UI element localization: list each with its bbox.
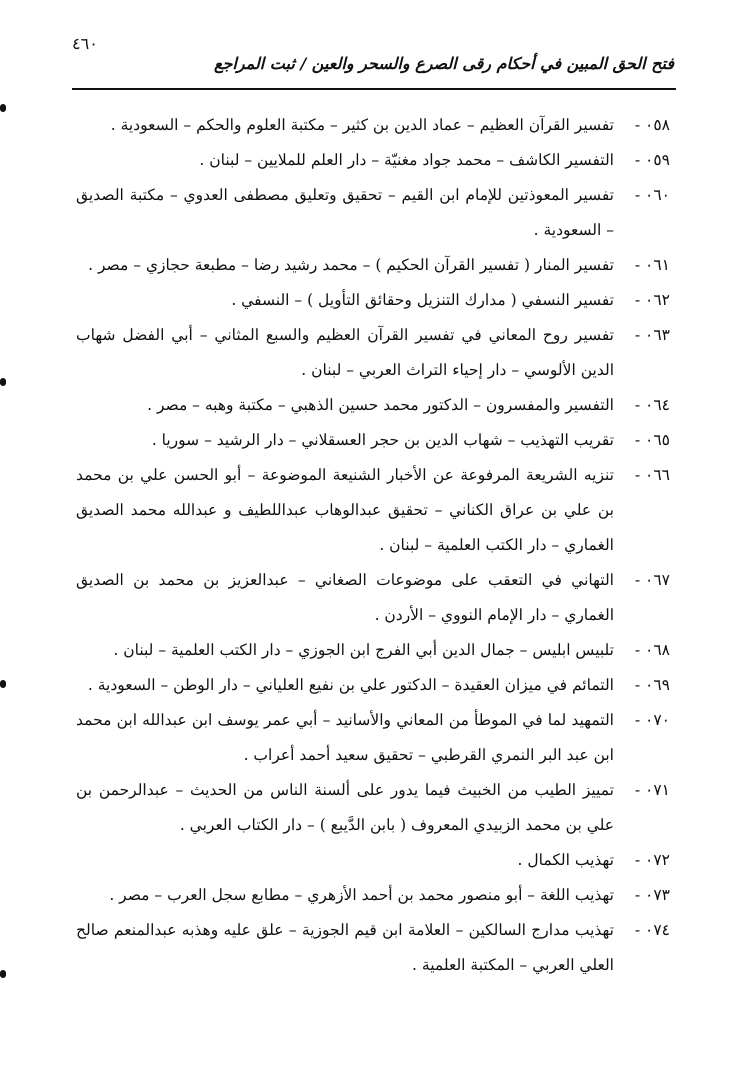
entry-text: تلبيس ابليس – جمال الدين أبي الفرج ابن الجوزي – دار الكتب العلمية – لبنان . (113, 641, 614, 659)
reference-entry-068 (76, 633, 670, 668)
entry-number: ٠٥٩ - (634, 151, 670, 169)
reference-entry-074 (76, 913, 670, 983)
entry-number: ٠٧٠ - (634, 711, 670, 729)
reference-entry-066 (76, 458, 670, 563)
entry-text: تفسير المعوذتين للإمام ابن القيم – تحقيق وتعليق مصطفى العدوي – مكتبة الصديق – السعودية . (76, 186, 614, 239)
reference-entry-058 (76, 108, 670, 143)
entry-number: ٠٧٢ - (634, 851, 670, 869)
reference-entry-070 (76, 703, 670, 773)
reference-entry-073 (76, 878, 670, 913)
entry-text: تهذيب اللغة – أبو منصور محمد بن أحمد الأزهري – مطابع سجل العرب – مصر . (109, 886, 614, 904)
entry-text: تفسير المنار ( تفسير القرآن الحكيم ) – محمد رشيد رضا – مطبعة حجازي – مصر . (88, 256, 614, 274)
reference-entry-069 (76, 668, 670, 703)
reference-entry-067 (76, 563, 670, 633)
entry-number: ٠٦٥ - (634, 431, 670, 449)
entry-text: تهذيب مدارج السالكين – العلامة ابن قيم الجوزية – علق عليه وهذبه عبدالمنعم صالح العلي العربي – المكتبة العلمية . (76, 921, 614, 974)
entry-text: تمييز الطيب من الخبيث فيما يدور على ألسنة الناس من الحديث – عبدالرحمن بن علي بن محمد الزبيدي المعروف ( بابن الدَّيبع ) – دار الكتاب العربي . (76, 781, 614, 834)
reference-entry-064 (76, 388, 670, 423)
header-rule (72, 88, 676, 90)
margin-binding-mark (0, 378, 6, 386)
entry-text: تفسير النسفي ( مدارك التنزيل وحقائق التأويل ) – النسفي . (231, 291, 614, 309)
entry-number: ٠٦٧ - (634, 571, 670, 589)
entry-text: تفسير القرآن العظيم – عماد الدين بن كثير – مكتبة العلوم والحكم – السعودية . (110, 116, 614, 134)
entry-text: تهذيب الكمال . (517, 851, 614, 869)
reference-entry-061 (76, 248, 670, 283)
margin-binding-mark (0, 680, 6, 688)
entry-text: التفسير الكاشف – محمد جواد مغنيّة – دار العلم للملايين – لبنان . (199, 151, 614, 169)
entry-number: ٠٧٤ - (634, 921, 670, 939)
margin-binding-mark (0, 970, 6, 978)
entry-number: ٠٥٨ - (634, 116, 670, 134)
entry-number: ٠٦٣ - (634, 326, 670, 344)
reference-entry-063 (76, 318, 670, 388)
reference-entry-065 (76, 423, 670, 458)
page-number: ٤٦٠ (72, 34, 98, 53)
references-list (76, 108, 670, 983)
entry-text: تنزيه الشريعة المرفوعة عن الأخبار الشنيعة الموضوعة – أبو الحسن علي بن محمد بن علي بن عراق الكناني – تحقيق عبدالوهاب عبداللطيف و عبدالله محمد الصديق الغماري – دار الكتب العلمية – لبنان . (76, 466, 614, 554)
entry-number: ٠٦٨ - (634, 641, 670, 659)
entry-number: ٠٧١ - (634, 781, 670, 799)
entry-text: التفسير والمفسرون – الدكتور محمد حسين الذهبي – مكتبة وهبه – مصر . (147, 396, 614, 414)
entry-number: ٠٦١ - (634, 256, 670, 274)
entry-number: ٠٦٦ - (634, 466, 670, 484)
running-header: فتح الحق المبين في أحكام رقى الصرع والسحر والعين / ثبت المراجع (213, 54, 674, 73)
entry-number: ٠٦٤ - (634, 396, 670, 414)
entry-text: تفسير روح المعاني في تفسير القرآن العظيم والسبع المثاني – أبي الفضل شهاب الدين الألوسي – دار إحياء التراث العربي – لبنان . (76, 326, 614, 379)
reference-entry-062 (76, 283, 670, 318)
entry-number: ٠٦٩ - (634, 676, 670, 694)
entry-number: ٠٧٣ - (634, 886, 670, 904)
entry-text: تقريب التهذيب – شهاب الدين بن حجر العسقلاني – دار الرشيد – سوريا . (151, 431, 614, 449)
reference-entry-071 (76, 773, 670, 843)
entry-number: ٠٦٢ - (634, 291, 670, 309)
reference-entry-060 (76, 178, 670, 248)
entry-number: ٠٦٠ - (634, 186, 670, 204)
reference-entry-072 (76, 843, 670, 878)
margin-binding-mark (0, 104, 6, 112)
entry-text: التهاني في التعقب على موضوعات الصغاني – عبدالعزيز بن محمد بن الصديق الغماري – دار الإمام النووي – الأردن . (76, 571, 614, 624)
reference-entry-059 (76, 143, 670, 178)
entry-text: التمائم في ميزان العقيدة – الدكتور علي بن نفيع العلياني – دار الوطن – السعودية . (87, 676, 614, 694)
entry-text: التمهيد لما في الموطأ من المعاني والأسانيد – أبي عمر يوسف ابن عبدالله ابن محمد ابن عبد البر النمري القرطبي – تحقيق سعيد أحمد أعراب . (76, 711, 614, 764)
